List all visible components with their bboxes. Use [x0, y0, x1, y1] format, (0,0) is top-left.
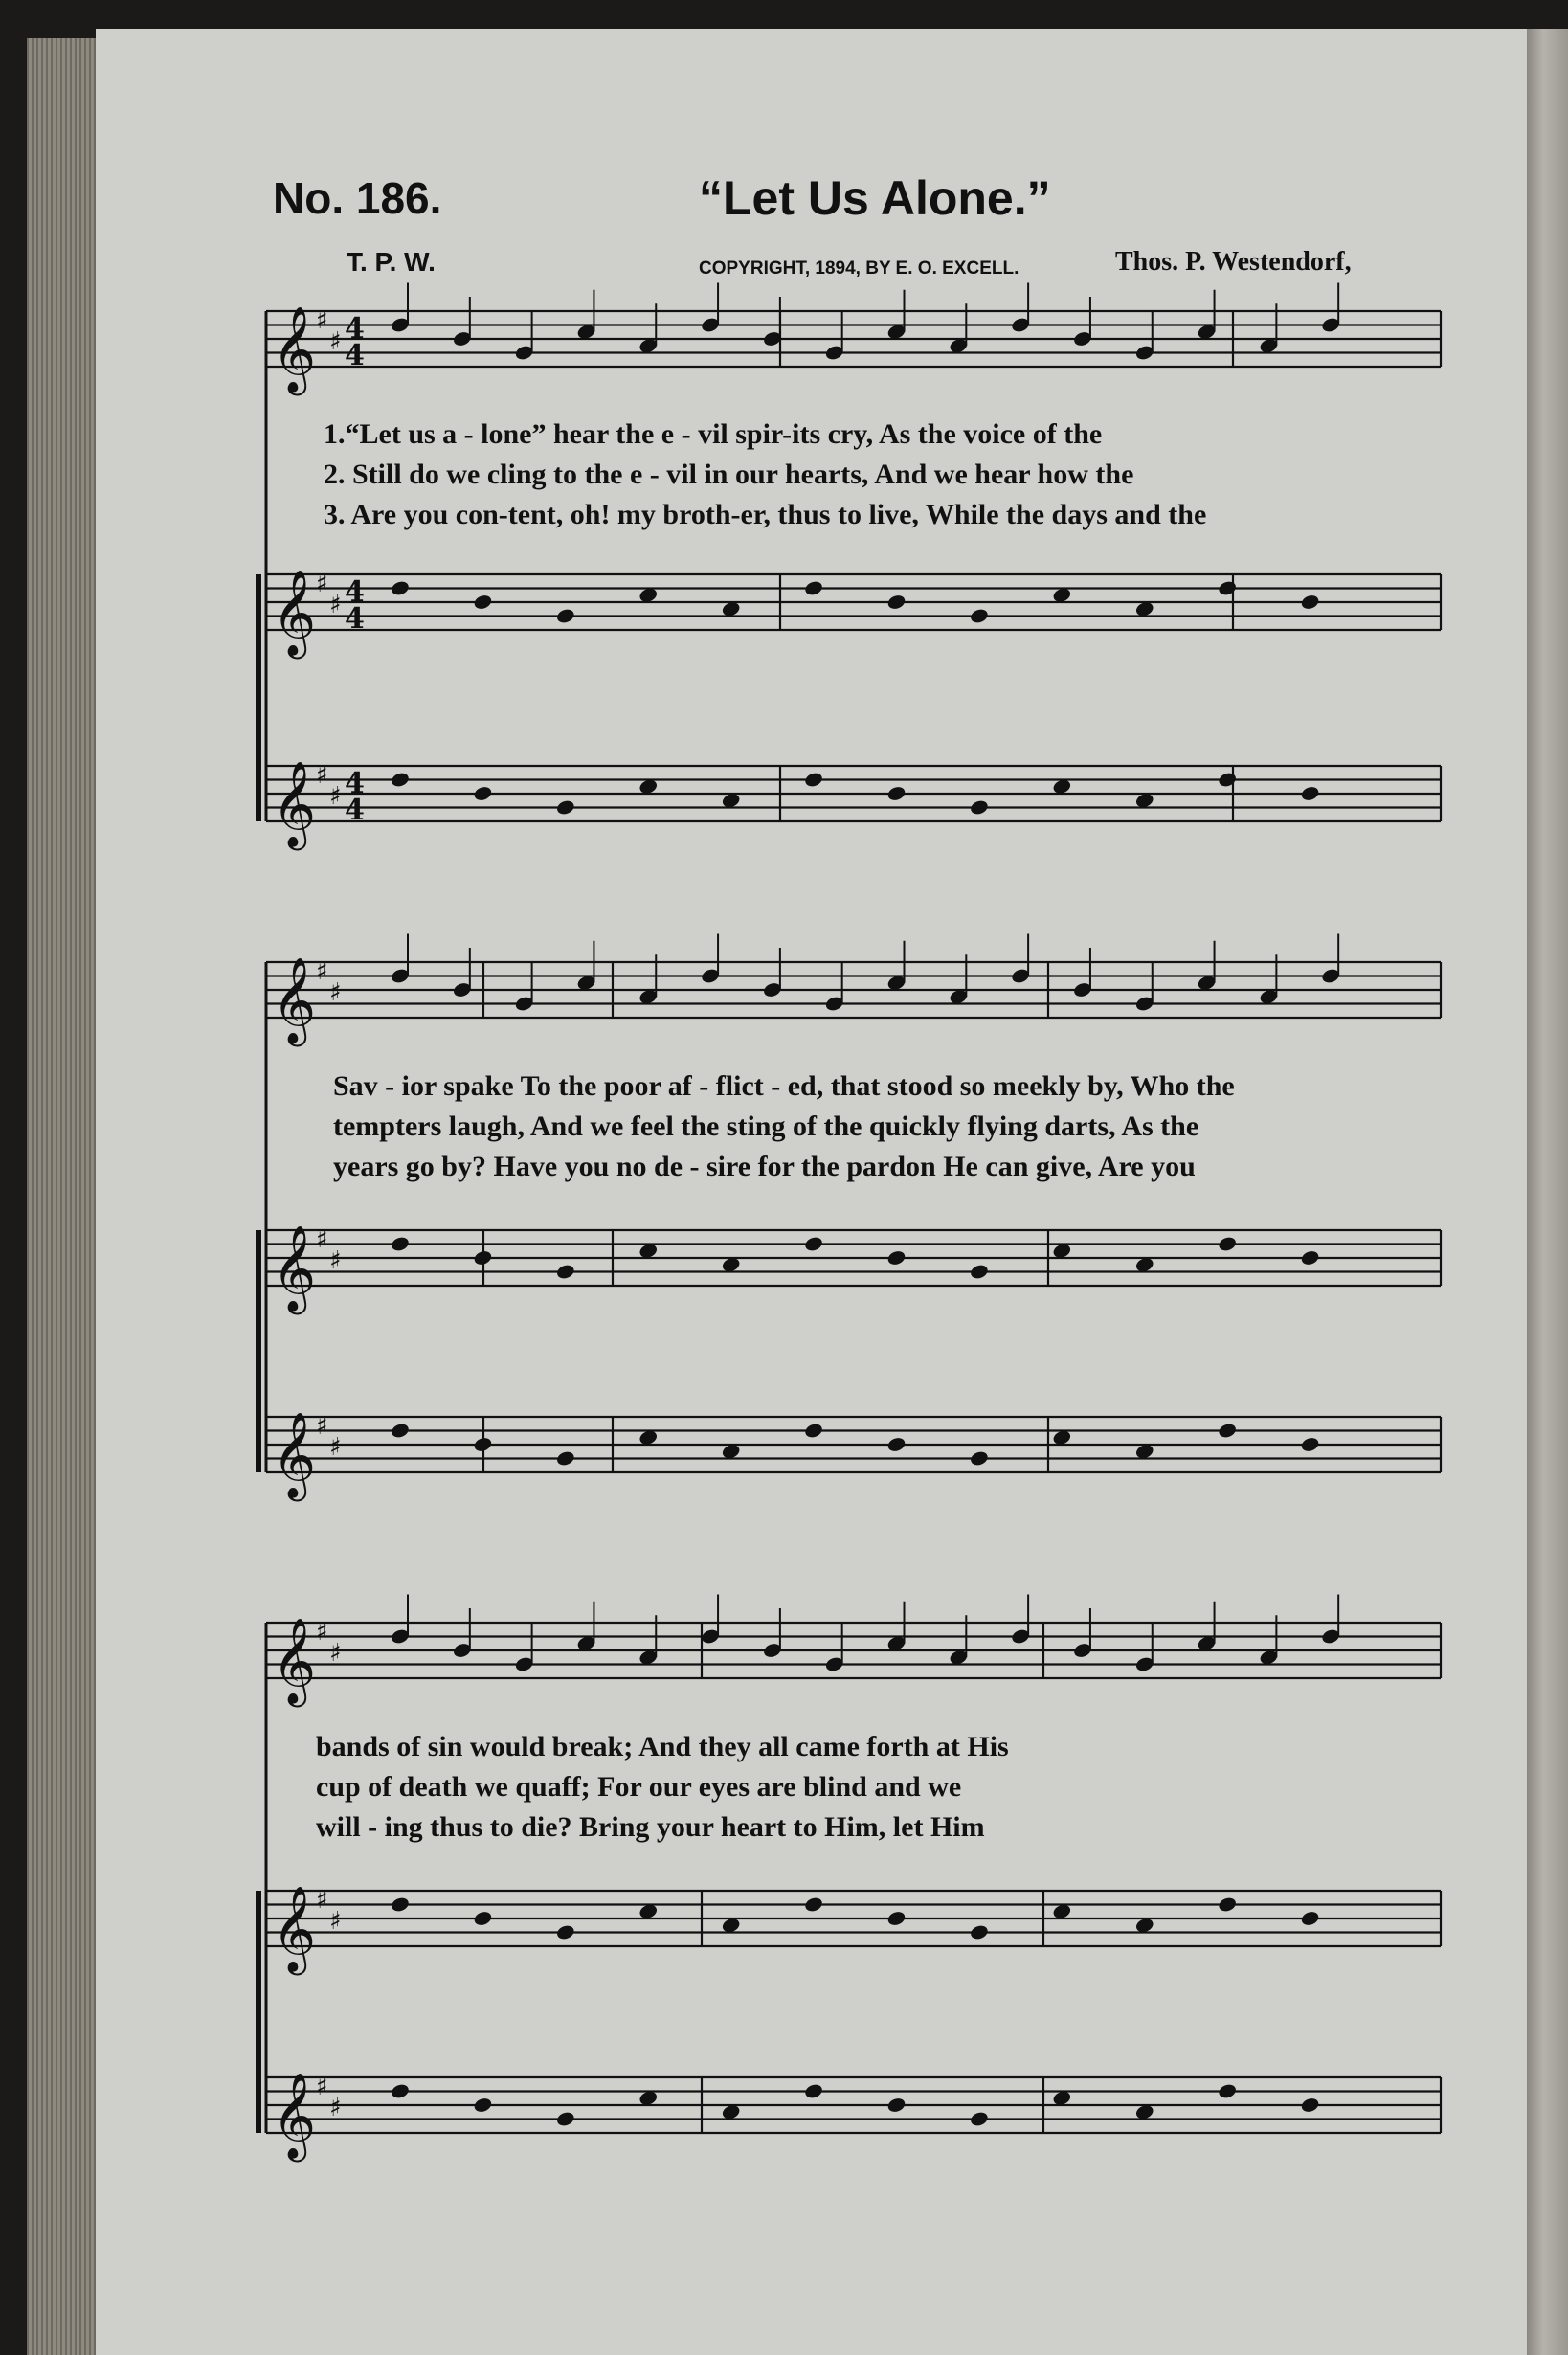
sharp-icon: ♯	[329, 1907, 342, 1936]
sharp-icon: ♯	[329, 1246, 342, 1275]
note-head	[1217, 1895, 1237, 1913]
sharp-icon: ♯	[329, 1433, 342, 1462]
note-head	[803, 1235, 823, 1252]
note-head	[969, 1449, 989, 1467]
note-head	[1217, 771, 1237, 788]
sharp-icon: ♯	[316, 1412, 328, 1441]
note-head	[886, 2097, 907, 2114]
note-head	[473, 1249, 493, 1267]
note-head	[1217, 2082, 1237, 2099]
note-head	[390, 1235, 410, 1252]
note-head	[1217, 579, 1237, 596]
sharp-icon: ♯	[329, 1639, 342, 1668]
clef-icon: 𝄞	[272, 1886, 317, 1972]
note-head	[969, 1923, 989, 1940]
lyric-line: Sav - ior spake To the poor af - flict - ed, that stood so meekly by, Who the	[333, 1070, 1235, 1102]
sharp-icon: ♯	[316, 570, 328, 598]
lyric-line: cup of death we quaff; For our eyes are blind and we	[316, 1771, 962, 1803]
note-head	[969, 607, 989, 624]
copyright-notice: COPYRIGHT, 1894, BY E. O. EXCELL.	[699, 258, 1019, 279]
sharp-icon: ♯	[329, 978, 342, 1007]
note-head	[555, 1923, 575, 1940]
sharp-icon: ♯	[329, 2094, 342, 2122]
time-signature: 4	[345, 602, 365, 636]
note-head	[555, 1449, 575, 1467]
note-head	[886, 1436, 907, 1453]
sharp-icon: ♯	[316, 957, 328, 986]
note-head	[969, 1263, 989, 1280]
note-head	[1217, 1235, 1237, 1252]
note-head	[473, 2097, 493, 2114]
note-head	[555, 798, 575, 816]
clef-icon: 𝄞	[272, 957, 317, 1043]
clef-icon: 𝄞	[272, 761, 317, 847]
note-head	[886, 594, 907, 611]
note-head	[1300, 594, 1320, 611]
note-head	[1300, 785, 1320, 802]
sharp-icon: ♯	[316, 761, 328, 790]
note-head	[1300, 2097, 1320, 2114]
lyric-line: bands of sin would break; And they all came forth at His	[316, 1731, 1009, 1762]
note-head	[390, 771, 410, 788]
note-head	[969, 2110, 989, 2127]
lyric-line: years go by? Have you no de - sire for the pardon He can give, Are you	[333, 1151, 1196, 1182]
note-head	[1300, 1249, 1320, 1267]
note-head	[473, 1436, 493, 1453]
note-head	[886, 1910, 907, 1927]
sharp-icon: ♯	[316, 1225, 328, 1254]
time-signature: 4	[345, 794, 365, 827]
sharp-icon: ♯	[329, 327, 342, 356]
note-head	[555, 607, 575, 624]
note-head	[803, 1422, 823, 1439]
note-head	[803, 2082, 823, 2099]
note-head	[969, 798, 989, 816]
hymn-number: No. 186.	[273, 173, 442, 223]
lyric-line: will - ing thus to die? Bring your heart to Him, let Him	[316, 1811, 985, 1843]
time-signature: 4	[345, 312, 365, 346]
sharp-icon: ♯	[316, 1618, 328, 1647]
lyric-line: 2. Still do we cling to the e - vil in our hearts, And we hear how the	[324, 459, 1134, 490]
lyric-line: 3. Are you con-tent, oh! my broth-er, thus to live, While the days and the	[324, 499, 1207, 530]
sharp-icon: ♯	[316, 306, 328, 335]
lyricist-initials: T. P. W.	[347, 247, 436, 277]
note-head	[803, 579, 823, 596]
sharp-icon: ♯	[329, 591, 342, 619]
clef-icon: 𝄞	[272, 1225, 317, 1312]
note-head	[1217, 1422, 1237, 1439]
time-signature: 4	[345, 339, 365, 372]
sharp-icon: ♯	[316, 2073, 328, 2101]
clef-icon: 𝄞	[272, 306, 317, 392]
clef-icon: 𝄞	[272, 570, 317, 656]
clef-icon: 𝄞	[272, 1412, 317, 1498]
hymn-title: “Let Us Alone.”	[699, 171, 1051, 225]
note-head	[803, 771, 823, 788]
composer-name: Thos. P. Westendorf,	[1115, 247, 1352, 277]
clef-icon: 𝄞	[272, 2073, 317, 2159]
note-head	[473, 594, 493, 611]
sharp-icon: ♯	[316, 1886, 328, 1915]
note-head	[555, 2110, 575, 2127]
lyric-line: 1.“Let us a - lone” hear the e - vil spir-its cry, As the voice of the	[324, 418, 1103, 450]
note-head	[1300, 1910, 1320, 1927]
time-signature: 4	[345, 575, 365, 609]
note-head	[555, 1263, 575, 1280]
clef-icon: 𝄞	[272, 1618, 317, 1704]
note-head	[1300, 1436, 1320, 1453]
note-head	[390, 579, 410, 596]
note-head	[886, 1249, 907, 1267]
time-signature: 4	[345, 767, 365, 800]
note-head	[390, 2082, 410, 2099]
lyric-line: tempters laugh, And we feel the sting of the quickly flying darts, As the	[333, 1110, 1199, 1142]
note-head	[473, 785, 493, 802]
note-head	[803, 1895, 823, 1913]
note-head	[886, 785, 907, 802]
note-head	[390, 1895, 410, 1913]
note-head	[390, 1422, 410, 1439]
note-head	[473, 1910, 493, 1927]
sharp-icon: ♯	[329, 782, 342, 811]
